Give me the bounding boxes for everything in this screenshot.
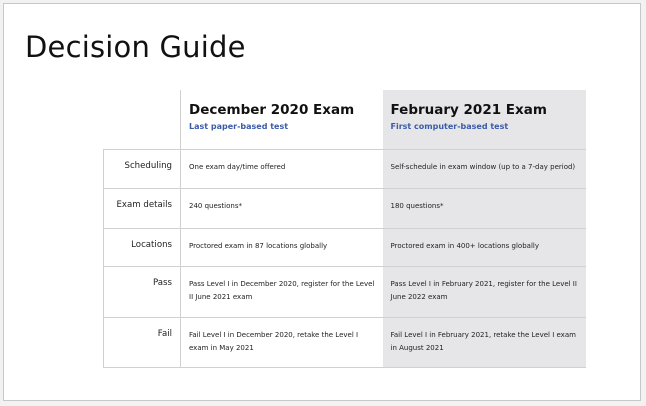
cell-december: Fail Level I in December 2020, retake the Level I exam in May 2021 (181, 318, 383, 368)
header-february (383, 90, 586, 150)
table-row (104, 189, 586, 229)
slide (3, 3, 641, 401)
column-title: December 2020 Exam (189, 102, 355, 118)
row-label: Fail (104, 318, 181, 368)
slide-title: Decision Guide (25, 30, 246, 64)
table-row (104, 318, 586, 368)
table-row (104, 150, 586, 189)
cell-december: 240 questions* (181, 189, 383, 229)
row-label: Locations (104, 229, 181, 267)
header-empty-cell (104, 90, 181, 150)
column-title: February 2021 Exam (390, 102, 547, 118)
cell-february: Fail Level I in February 2021, retake the Level I exam in August 2021 (383, 318, 586, 368)
cell-february: Proctored exam in 400+ locations globally (383, 229, 586, 267)
header-december (181, 90, 383, 150)
decision-table (103, 90, 586, 368)
column-subtitle: Last paper-based test (189, 122, 289, 131)
cell-february: Pass Level I in February 2021, register for the Level II June 2022 exam (383, 267, 586, 318)
row-label: Pass (104, 267, 181, 318)
column-subtitle: First computer-based test (390, 122, 509, 131)
cell-february: 180 questions* (383, 189, 586, 229)
table-row (104, 267, 586, 318)
cell-february: Self-schedule in exam window (up to a 7-day period) (383, 150, 586, 189)
cell-december: One exam day/time offered (181, 150, 383, 189)
cell-december: Proctored exam in 87 locations globally (181, 229, 383, 267)
table-row (104, 229, 586, 267)
row-label: Scheduling (104, 150, 181, 189)
cell-december: Pass Level I in December 2020, register for the Level II June 2021 exam (181, 267, 383, 318)
row-label: Exam details (104, 189, 181, 229)
header-row (104, 90, 586, 150)
